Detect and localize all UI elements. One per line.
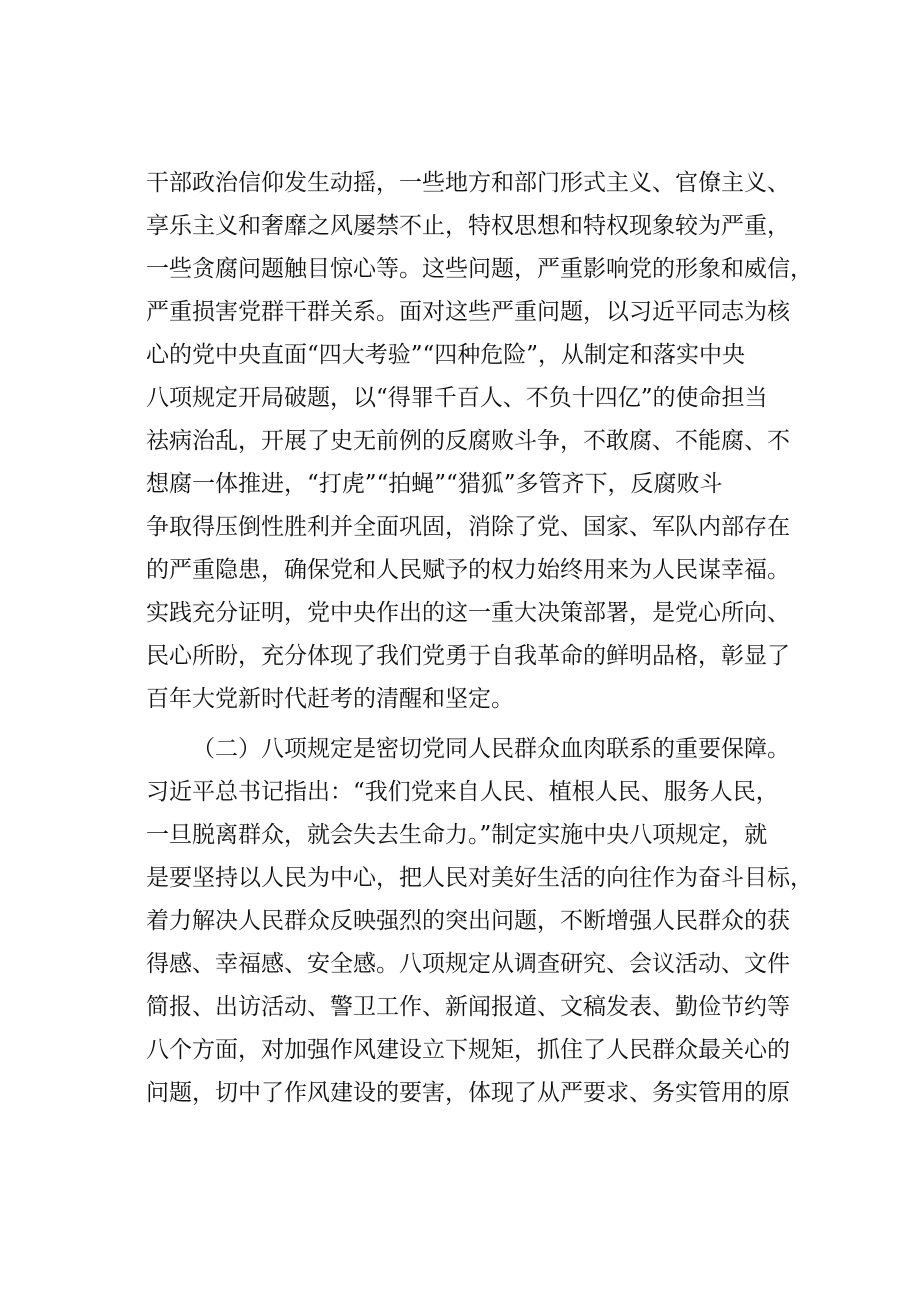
paragraph-line: 着力解决人民群众反映强烈的突出问题，不断增强人民群众的获 — [146, 908, 790, 934]
paragraph-line: 想腐一体推进，“打虎”“拍蝇”“猎狐”多管齐下，反腐败斗 — [146, 471, 723, 497]
paragraph-line: 一些贪腐问题触目惊心等。这些问题，严重影响党的形象和威信， — [146, 256, 813, 282]
paragraph-line: 享乐主义和奢靡之风屡禁不止，特权思想和特权现象较为严重， — [146, 213, 790, 239]
paragraph-line: 争取得压倒性胜利并全面巩固，消除了党、国家、军队内部存在 — [146, 514, 790, 540]
paragraph-line: 八个方面，对加强作风建设立下规矩，抓住了人民群众最关心的 — [146, 1037, 790, 1063]
paragraph-line: 严重损害党群干群关系。面对这些严重问题，以习近平同志为核 — [146, 299, 790, 325]
paragraph-line: 是要坚持以人民为中心，把人民对美好生活的向往作为奋斗目标， — [146, 865, 813, 891]
paragraph-line: 习近平总书记指出：“我们党来自人民、植根人民、服务人民， — [146, 779, 779, 805]
paragraph-line: 祛病治乱，开展了史无前例的反腐败斗争，不敢腐、不能腐、不 — [146, 428, 790, 454]
paragraph-line: 的严重隐患，确保党和人民赋予的权力始终用来为人民谋幸福。 — [146, 557, 790, 583]
paragraph-line: 民心所盼，充分体现了我们党勇于自我革命的鲜明品格，彰显了 — [146, 643, 790, 669]
paragraph-line: 百年大党新时代赶考的清醒和坚定。 — [146, 686, 514, 712]
paragraph-2 — [146, 728, 813, 1115]
paragraph-1 — [146, 162, 813, 721]
paragraph-line: 实践充分证明，党中央作出的这一重大决策部署，是党心所向、 — [146, 600, 790, 626]
paragraph-line: 一旦脱离群众，就会失去生命力。”制定实施中央八项规定，就 — [146, 822, 768, 848]
paragraph-line: 心的党中央直面“四大考验”“四种危险”，从制定和落实中央 — [146, 342, 746, 368]
paragraph-line: 简报、出访活动、警卫工作、新闻报道、文稿发表、勤俭节约等 — [146, 994, 790, 1020]
paragraph-line: 得感、幸福感、安全感。八项规定从调查研究、会议活动、文件 — [146, 951, 790, 977]
section-heading-line: （二）八项规定是密切党同人民群众血肉联系的重要保障。 — [192, 736, 790, 762]
paragraph-line: 八项规定开局破题，以“得罪千百人、不负十四亿”的使命担当 — [146, 385, 768, 411]
paragraph-line: 干部政治信仰发生动摇，一些地方和部门形式主义、官僚主义、 — [146, 170, 790, 196]
paragraph-line: 问题，切中了作风建设的要害，体现了从严要求、务实管用的原 — [146, 1080, 790, 1106]
